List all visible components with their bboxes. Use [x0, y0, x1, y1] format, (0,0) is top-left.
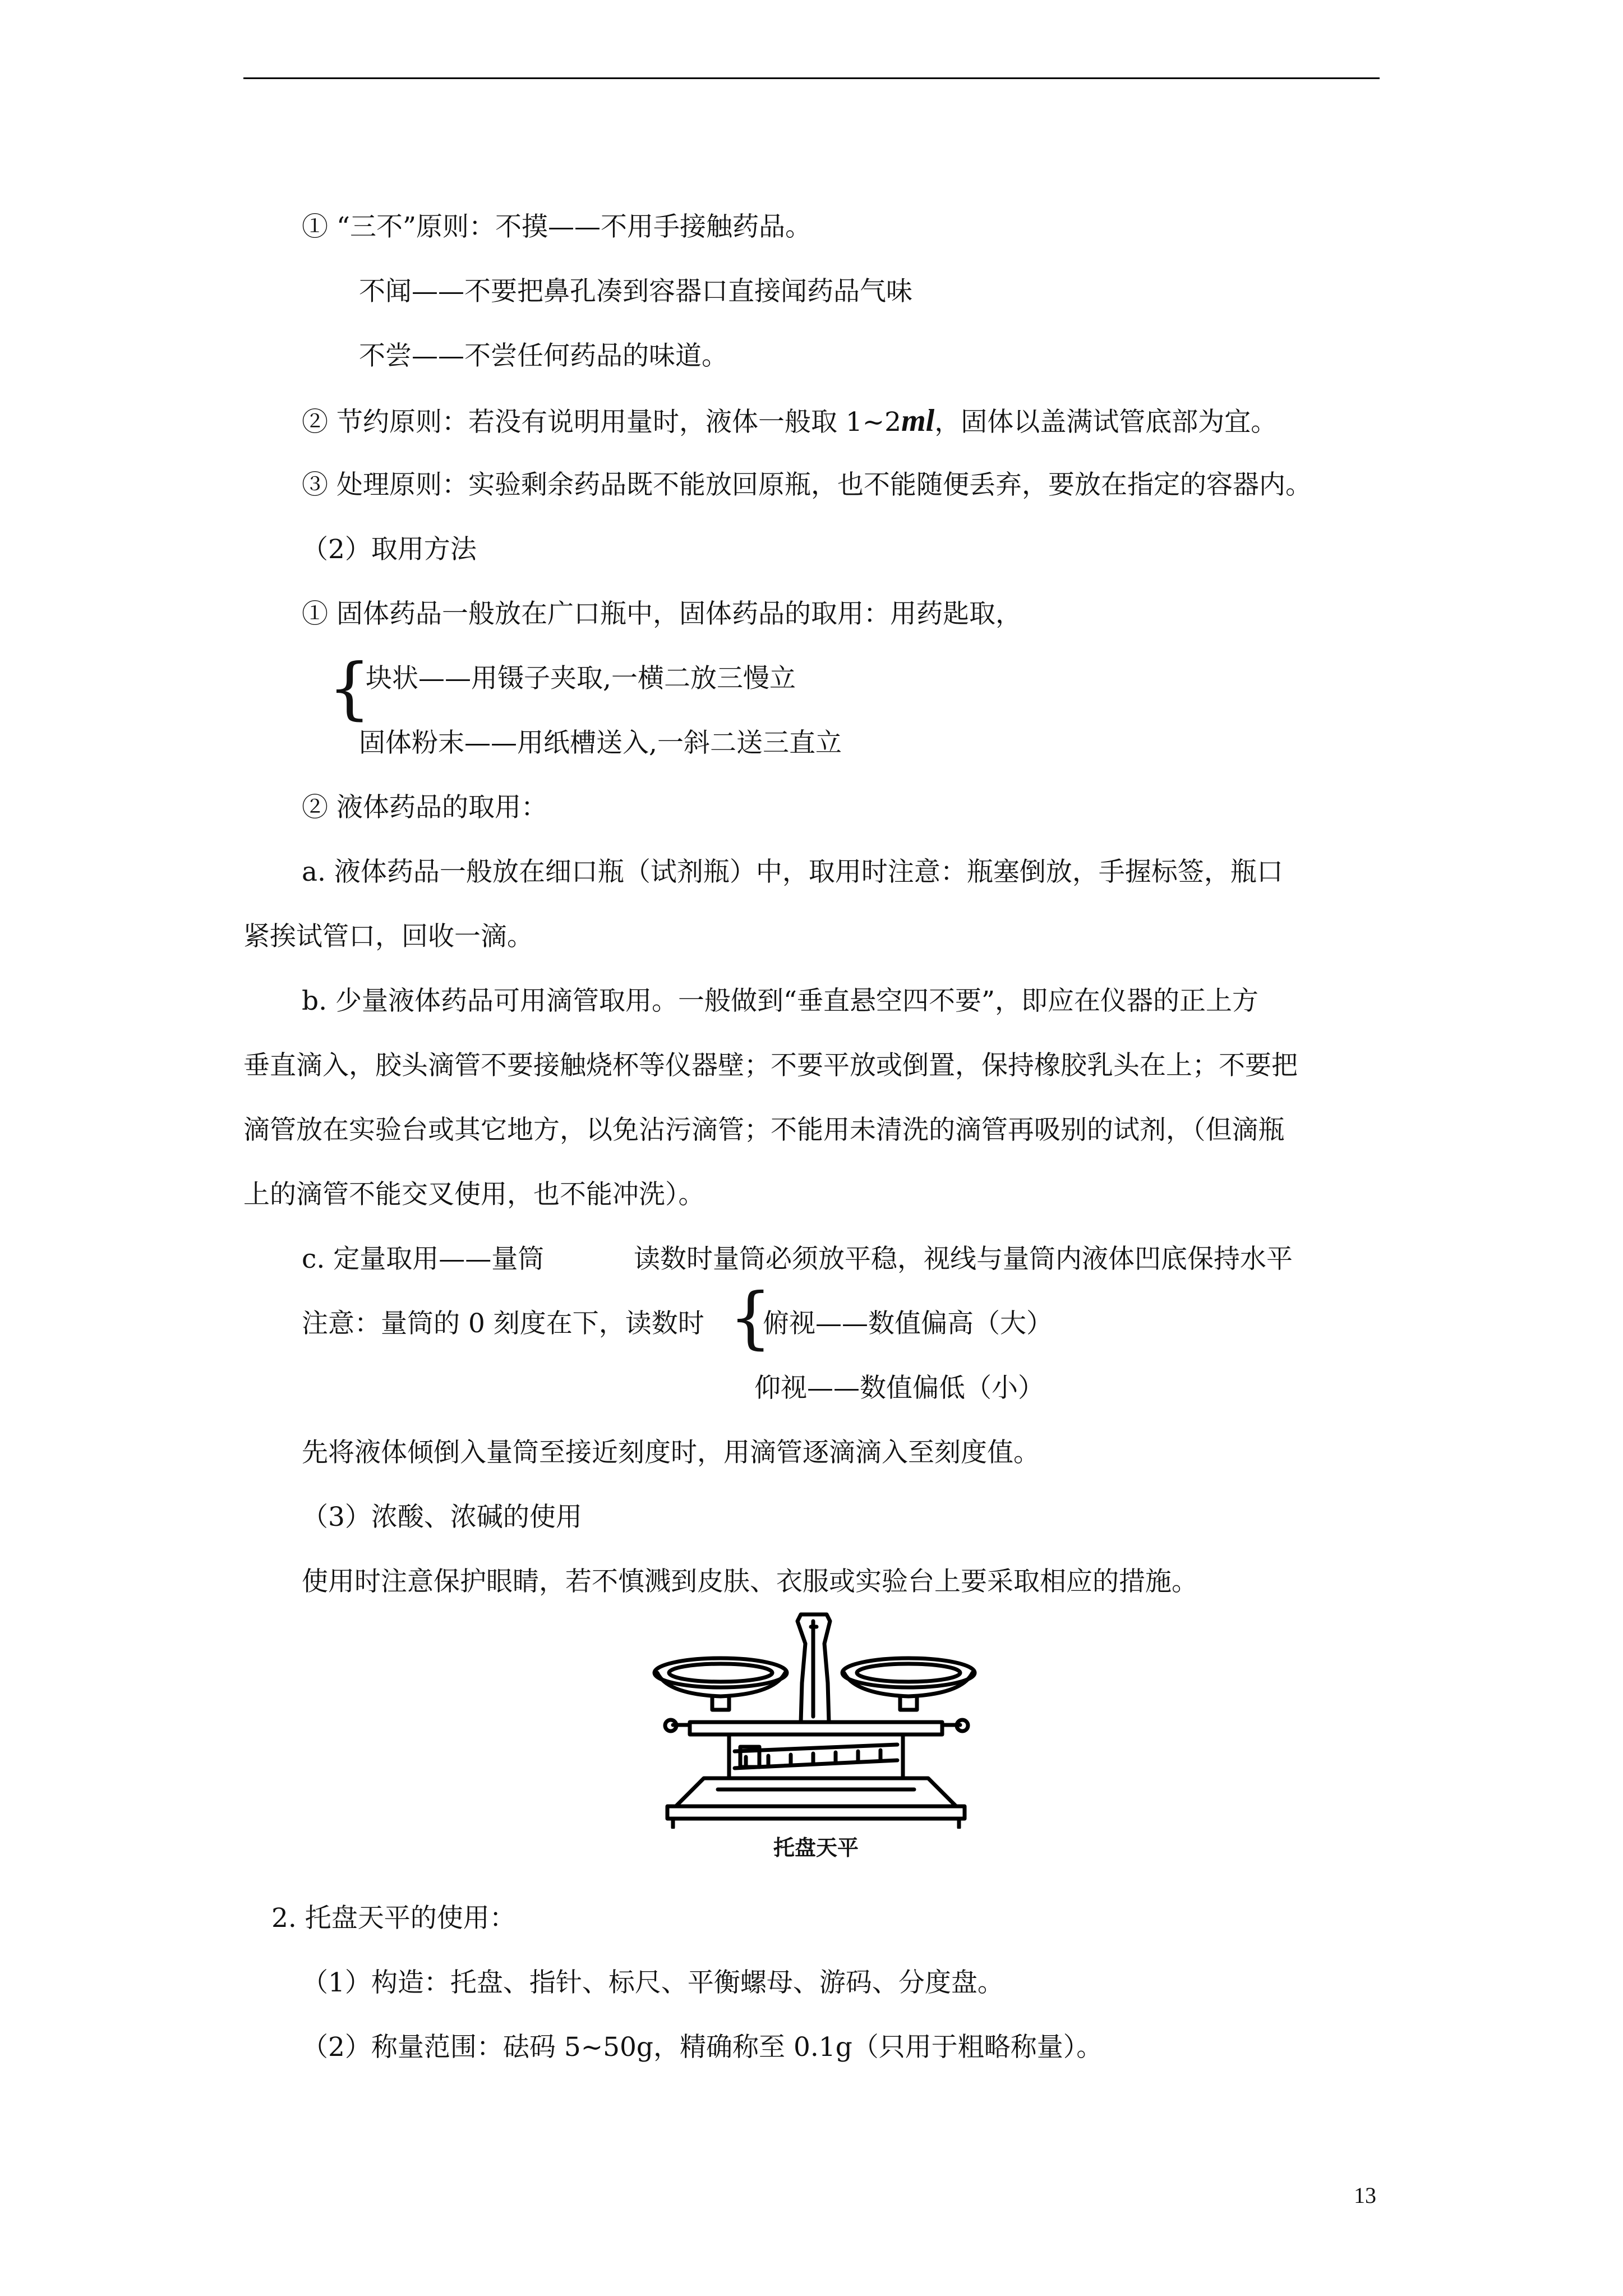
cylinder-pour-note: 先将液体倾倒入量筒至接近刻度时，用滴管逐滴滴入至刻度值。	[302, 1437, 1040, 1468]
section-heading-methods: （2）取用方法	[302, 534, 477, 565]
ml-unit: ml	[901, 403, 935, 438]
balance-range: （2）称量范围：砝码 5~50g，精确称至 0.1g（只用于粗略称量）。	[302, 2032, 1103, 2063]
section-heading-acid-base: （3）浓酸、浓碱的使用	[302, 1502, 582, 1533]
liquid-b-line2: 垂直滴入，胶头滴管不要接触烧杯等仪器壁；不要平放或倒置，保持橡胶乳头在上；不要把	[243, 1050, 1298, 1081]
liquid-b-line4: 上的滴管不能交叉使用，也不能冲洗）。	[243, 1179, 705, 1210]
rule-no-smell: 不闻——不要把鼻孔凑到容器口直接闻药品气味	[359, 276, 912, 307]
acid-base-note: 使用时注意保护眼睛，若不慎溅到皮肤、衣服或实验台上要采取相应的措施。	[302, 1566, 1198, 1597]
liquid-b-line3: 滴管放在实验台或其它地方，以免沾污滴管；不能用未清洗的滴管再吸别的试剂，（但滴瓶	[243, 1115, 1285, 1145]
cylinder-zero-note: 注意：量筒的 0 刻度在下，读数时	[302, 1308, 704, 1339]
reading-brace: {	[729, 1279, 772, 1357]
section-heading-balance: 2. 托盘天平的使用：	[271, 1903, 516, 1934]
rule-economy-text-a: ② 节约原则：若没有说明用量时，液体一般取 1~2	[302, 407, 902, 438]
page-number: 13	[1354, 2183, 1376, 2208]
cylinder-reading-note: 读数时量筒必须放平稳，视线与量筒内液体凹底保持水平	[634, 1244, 1293, 1274]
rule-disposal: ③ 处理原则：实验剩余药品既不能放回原瓶，也不能随便丢弃，要放在指定的容器内。	[302, 470, 1312, 500]
liquid-a-line2: 紧挨试管口，回收一滴。	[243, 921, 533, 952]
balance-structure: （1）构造：托盘、指针、标尺、平衡螺母、游码、分度盘。	[302, 1967, 1004, 1998]
header-rule	[243, 77, 1380, 79]
rule-three-no: ① “三不”原则：不摸——不用手接触药品。	[302, 211, 811, 242]
balance-scale-illustration	[651, 1610, 981, 1829]
figure-caption: 托盘天平	[773, 1835, 859, 1860]
liquid-a-line1: a. 液体药品一般放在细口瓶（试剂瓶）中，取用时注意：瓶塞倒放，手握标签，瓶口	[302, 857, 1283, 887]
left-brace: {	[328, 650, 371, 728]
rule-economy	[302, 404, 1277, 439]
liquid-b-line1: b. 少量液体药品可用滴管取用。一般做到“垂直悬空四不要”，即应在仪器的正上方	[302, 986, 1259, 1016]
liquid-drug-heading: ② 液体药品的取用：	[302, 792, 547, 823]
solid-lump-method: 块状——用镊子夹取,一横二放三慢立	[366, 663, 796, 694]
rule-economy-text-b: ，固体以盖满试管底部为宜。	[934, 407, 1278, 438]
solid-drug-intro: ① 固体药品一般放在广口瓶中，固体药品的取用：用药匙取，	[302, 599, 1022, 629]
look-up-result: 仰视——数值偏低（小）	[754, 1373, 1044, 1404]
look-down-result: 俯视——数值偏高（大）	[763, 1308, 1053, 1339]
cylinder-heading: c. 定量取用——量筒	[302, 1244, 545, 1274]
balance-figure	[651, 1610, 981, 1860]
rule-no-taste: 不尝——不尝任何药品的味道。	[359, 341, 728, 371]
solid-powder-method: 固体粉末——用纸槽送入,一斜二送三直立	[359, 728, 842, 758]
